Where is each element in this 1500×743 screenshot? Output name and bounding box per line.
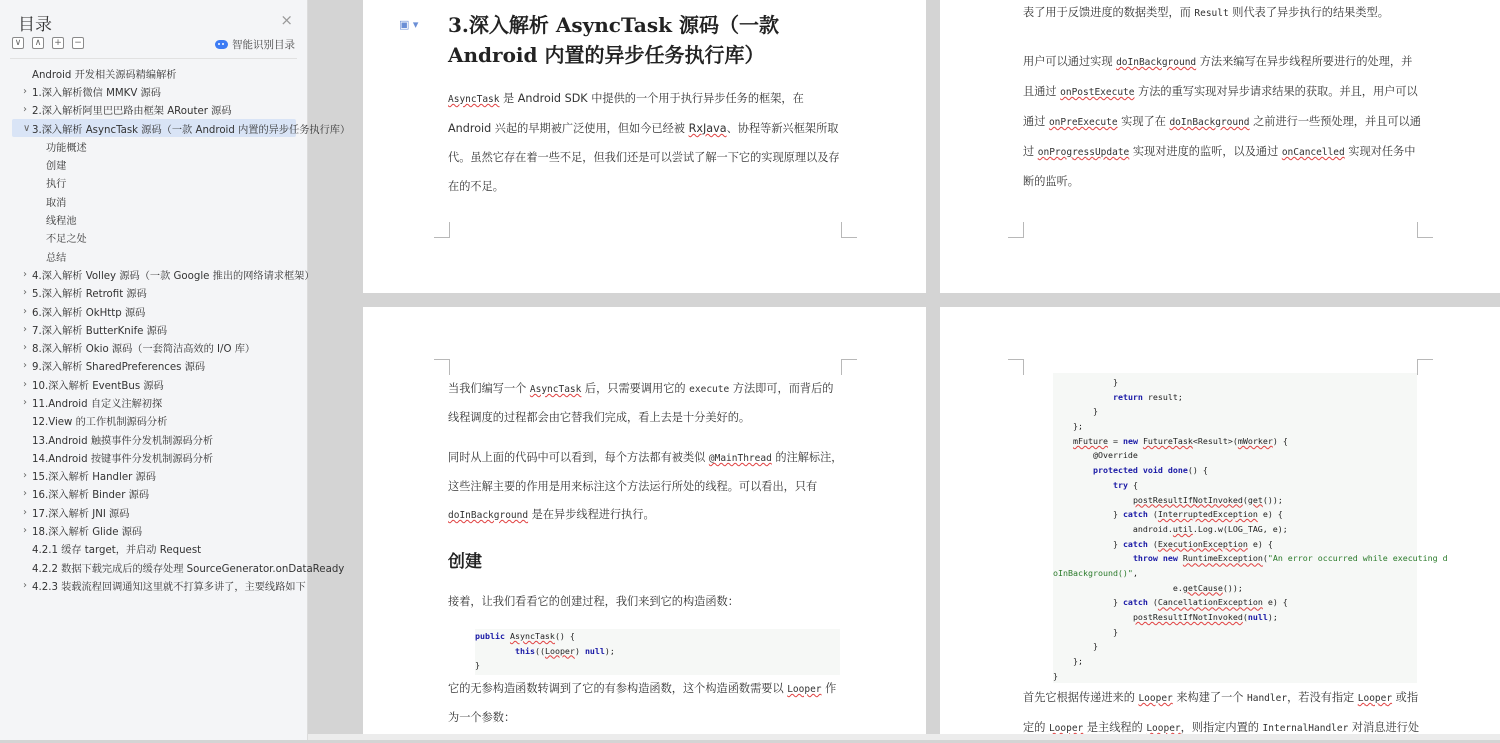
code-line (1053, 610, 1417, 625)
toc-label: 功能概述 (46, 142, 87, 154)
toc-label: 执行 (46, 179, 67, 191)
toc-item[interactable] (12, 375, 296, 393)
toc-item[interactable] (12, 503, 296, 521)
toc-label: 4.2.2 数据下载完成后的缓存处理 SourceGenerator.onDataReady (32, 563, 345, 575)
expand-all-icon[interactable]: ∨ (12, 37, 24, 49)
code-line (1053, 507, 1417, 522)
code-token: AsyncTask (509, 631, 555, 641)
text-run: 是在异步线程进行执行。 (528, 508, 655, 521)
text-run: 实现对任务中断的监听。 (1023, 145, 1416, 188)
toc-item[interactable] (12, 430, 296, 448)
code-token: Result (1194, 8, 1229, 19)
code-token: AsyncTask (529, 384, 582, 395)
code-token (1053, 465, 1093, 475)
code-block (1053, 373, 1448, 683)
code-token: doInBackground (1116, 57, 1197, 68)
remove-entry-icon[interactable]: − (72, 37, 84, 49)
code-token: e) { (1262, 597, 1288, 608)
toc-label: 14.Android 按键事件分发机制源码分析 (32, 453, 214, 465)
toc-label: 总结 (46, 252, 67, 264)
document-page-2 (940, 0, 1500, 293)
code-block (475, 629, 840, 675)
text-run: 对消息进行处 (1348, 721, 1420, 734)
toc-label: 12.View 的工作机制源码分析 (32, 417, 168, 429)
toc-item[interactable] (12, 412, 296, 430)
code-line (1053, 390, 1417, 405)
code-token: catch (1122, 538, 1148, 549)
code-token: } (1053, 597, 1123, 608)
toc-item[interactable] (12, 393, 296, 411)
code-token: oInBackground()" (1053, 567, 1133, 578)
code-token (1053, 553, 1133, 563)
code-token: } (1053, 641, 1098, 652)
code-token: @MainThread (708, 453, 772, 464)
toc-item[interactable] (12, 101, 296, 119)
code-token: AsyncTask (448, 94, 500, 105)
toc-label: 8.深入解析 Okio 源码（一套简洁高效的 I/O 库） (32, 344, 256, 356)
code-token: doInBackground (1169, 117, 1250, 128)
code-token: throw new (1132, 553, 1183, 564)
code-token: Looper (1146, 723, 1181, 734)
code-token: ( (1242, 612, 1248, 622)
code-token: Looper (1138, 693, 1173, 704)
text-run: 、协程等新兴框架所取代。虽然它存在着一些不足，但我们还是可以尝试了解一下它的实现原理以及存在的不足。 (448, 122, 840, 193)
toc-label: 4.2.1 缓存 target，并启动 Request (32, 545, 202, 557)
execute-paragraph (448, 375, 843, 432)
toc-item[interactable] (12, 320, 296, 338)
toc-item[interactable] (12, 119, 351, 137)
smart-toc-button[interactable] (215, 37, 295, 52)
code-line (1053, 551, 1448, 566)
text-run: 实现对进度的监听，以及通过 (1129, 145, 1282, 158)
code-token (1053, 392, 1113, 402)
document-page-1 (363, 0, 926, 293)
chevron-right-icon[interactable]: › (23, 506, 27, 518)
code-line (475, 629, 840, 644)
text-run: ，若没有指定 (1287, 691, 1358, 704)
toc-label: 18.深入解析 Glide 源码 (32, 527, 143, 539)
toc-label: 6.深入解析 OkHttp 源码 (32, 307, 146, 319)
code-token: FutureTask (1142, 435, 1193, 446)
toc-item[interactable] (12, 576, 306, 594)
toc-label: 16.深入解析 Binder 源码 (32, 490, 150, 502)
create-heading: 创建 (448, 552, 482, 572)
code-token: Looper (1357, 693, 1393, 704)
code-token: catch (1122, 509, 1148, 520)
code-token: public (475, 631, 510, 641)
text-run: 的注解标注，这些注解主要的作用是用来标注这个方法运行所处的线程。可以看出，只有 (448, 451, 843, 493)
toc-label: 11.Android 自定义注解初探 (32, 398, 163, 410)
code-line (1053, 434, 1417, 449)
text-run: 方法来编写在异步线程所要进行的处理，并且通过 (1023, 55, 1413, 98)
code-token: } (1053, 377, 1118, 387)
toc-subitem[interactable] (12, 229, 296, 247)
text-run: 或指定的 (1023, 691, 1419, 734)
text-run: 表了用于反馈进度的数据类型，而 (1023, 6, 1195, 19)
code-token: <Result>( (1192, 435, 1238, 446)
chevron-right-icon[interactable]: › (23, 342, 27, 354)
code-token: RuntimeException (1182, 553, 1263, 564)
code-token: } (1053, 538, 1123, 549)
text-run: 方法即可，而背后的线程调度的过程都会由它替我们完成，看上去是十分美好的。 (448, 382, 834, 424)
code-token (1053, 480, 1113, 490)
text-run: 后，只需要调用它的 (581, 382, 690, 395)
code-line (1053, 493, 1417, 508)
page-corner-mark (841, 222, 857, 238)
code-token: onPreExecute (1048, 117, 1118, 128)
code-token (1053, 436, 1073, 446)
toc-label: Android 开发相关源码精编解析 (32, 69, 177, 81)
code-token: "An error occurred while executing d (1267, 553, 1448, 564)
chevron-right-icon[interactable]: › (23, 287, 27, 299)
code-token: Looper (544, 645, 575, 656)
code-token (1053, 495, 1133, 505)
code-token: ( (1147, 509, 1158, 520)
toc-sidebar (0, 0, 351, 740)
text-run: 来构建了一个 (1172, 691, 1248, 704)
sidebar-title: 目录 (18, 15, 52, 35)
code-token: .Log.w(LOG_TAG, e); (1192, 523, 1288, 534)
code-token: ( (1242, 494, 1248, 505)
chevron-right-icon[interactable]: › (23, 396, 27, 408)
page-corner-mark (841, 359, 857, 375)
text-run: 同时从上面的代码中可以看到，每个方法都有被类似 (448, 451, 709, 464)
code-line (1053, 419, 1417, 434)
document-page-4 (940, 307, 1500, 740)
code-token: postResultIfNotInvoked (1132, 494, 1243, 505)
code-token: ); (1267, 612, 1278, 622)
code-token: catch (1122, 597, 1148, 608)
code-token: android. (1053, 523, 1173, 534)
toc-item[interactable] (12, 467, 296, 485)
page-corner-mark (434, 359, 450, 375)
code-token: InternalHandler (1262, 723, 1349, 734)
code-token: e) { (1257, 509, 1283, 520)
page-corner-mark (1417, 359, 1433, 375)
chevron-right-icon[interactable]: › (23, 360, 27, 372)
code-token: e. (1053, 582, 1183, 593)
page-corner-mark (1417, 222, 1433, 238)
toc-subitem[interactable] (12, 174, 296, 192)
toc-subitem[interactable] (12, 210, 296, 228)
code-token: ) { (1272, 435, 1288, 446)
code-token: protected void (1092, 465, 1168, 476)
code-line (1053, 537, 1417, 552)
code-token: util (1172, 523, 1193, 534)
code-token: getCause (1182, 582, 1223, 593)
code-line (475, 644, 840, 659)
text-run: 它的无参构造函数转调到了它的有参构造函数，这个构造函数需要以 (448, 682, 788, 695)
code-line (1053, 639, 1417, 654)
code-token: () { (554, 631, 575, 641)
code-token: Looper (787, 684, 822, 695)
toc-label: 线程池 (46, 216, 77, 228)
toc-subitem[interactable] (12, 137, 296, 155)
toc-item[interactable] (12, 357, 296, 375)
code-token: () { (1187, 465, 1208, 476)
constructor-intro: 接着，让我们看看它的创建过程，我们来到它的构造函数： (448, 595, 739, 608)
code-token: this (514, 645, 535, 656)
constructor-paragraph (448, 675, 843, 732)
code-token (475, 646, 515, 656)
horizontal-scrollbar[interactable] (308, 734, 1500, 740)
code-token: }; (1053, 421, 1083, 432)
code-token: }; (1053, 656, 1083, 667)
code-token: ()); (1222, 582, 1243, 593)
toc-label: 2.深入解析阿里巴巴路由框架 ARouter 源码 (32, 106, 232, 118)
document-page-3 (363, 307, 926, 740)
code-line (475, 658, 840, 673)
toc-label: 15.深入解析 Handler 源码 (32, 472, 156, 484)
toc-item[interactable] (12, 338, 296, 356)
text-run: 当我们编写一个 (448, 382, 530, 395)
code-line (1053, 448, 1417, 463)
code-token: } (475, 660, 480, 671)
toc-label: 取消 (46, 197, 67, 209)
code-token: InterruptedException (1157, 509, 1258, 520)
chevron-down-icon[interactable]: ∨ (23, 122, 31, 134)
toc-item[interactable] (12, 302, 296, 320)
intro-paragraph (448, 84, 843, 201)
chevron-right-icon[interactable]: › (23, 85, 27, 97)
toc-item[interactable] (12, 265, 315, 283)
toc-item[interactable] (12, 448, 296, 466)
toc-item[interactable] (12, 521, 296, 539)
code-token: CancellationException (1157, 597, 1263, 608)
code-token: } (1053, 509, 1123, 520)
toc-subitem[interactable] (12, 192, 296, 210)
chevron-right-icon[interactable]: › (23, 305, 27, 317)
code-token: = (1107, 435, 1123, 446)
chevron-right-icon[interactable]: › (23, 268, 27, 280)
code-token: { (1127, 479, 1138, 490)
code-line (1053, 375, 1417, 390)
page-corner-mark (434, 222, 450, 238)
chevron-right-icon[interactable]: › (23, 104, 27, 116)
page-corner-mark (1008, 359, 1024, 375)
toc-label: 13.Android 触摸事件分发机制源码分析 (32, 435, 214, 447)
code-token: new (1122, 435, 1143, 446)
document-icon[interactable]: ▣ ▾ (399, 18, 419, 31)
code-token: ExecutionException (1157, 538, 1248, 549)
chevron-right-icon[interactable]: › (23, 488, 27, 500)
code-token: ) (574, 645, 585, 656)
close-icon[interactable]: × (280, 11, 293, 29)
text-run: 则代表了异步执行的结果类型。 (1228, 6, 1389, 19)
text-run: 是 Android SDK 中提供的一个用于执行异步任务的框架，在 Android 兴起的早期被广泛使用，但如今已经被 (448, 92, 804, 135)
smart-toc-label: 智能识别目录 (232, 39, 295, 51)
text-run: RxJava (688, 122, 727, 135)
code-line (1053, 625, 1417, 640)
toc-label: 5.深入解析 Retrofit 源码 (32, 289, 147, 301)
code-token: ); (604, 645, 615, 656)
code-token: onProgressUpdate (1037, 147, 1130, 158)
chevron-right-icon[interactable]: › (23, 525, 27, 537)
code-token: Looper (1048, 723, 1084, 734)
code-token: done (1167, 465, 1188, 476)
code-token: ( (1262, 553, 1268, 564)
chevron-right-icon[interactable]: › (23, 470, 27, 482)
code-line (1053, 654, 1417, 669)
toc-label: 10.深入解析 EventBus 源码 (32, 380, 164, 392)
chevron-right-icon[interactable]: › (23, 579, 27, 591)
code-token: postResultIfNotInvoked (1132, 612, 1243, 622)
annotation-paragraph (448, 444, 843, 530)
text-run: 是主线程的 (1083, 721, 1147, 734)
code-line (1053, 566, 1417, 581)
code-token: ()); (1262, 494, 1283, 505)
toc-label: 7.深入解析 ButterKnife 源码 (32, 325, 168, 337)
toc-toolbar (12, 37, 84, 49)
code-token (1053, 612, 1133, 622)
code-line (1053, 595, 1417, 610)
code-line (1053, 522, 1417, 537)
code-token: result; (1142, 391, 1183, 402)
text-run: 方法的重写实现对异步请求结果的获取。并且，用户可以通过 (1023, 85, 1418, 128)
code-token: Handler (1247, 693, 1288, 704)
text-run: 作为一个参数： (448, 682, 837, 724)
toc-label: 9.深入解析 SharedPreferences 源码 (32, 362, 206, 374)
code-token: try (1112, 479, 1128, 490)
code-token: @Override (1053, 450, 1138, 461)
code-token: e) { (1247, 538, 1273, 549)
toc-subitem[interactable] (12, 247, 296, 265)
code-line (1053, 478, 1417, 493)
code-token: } (1053, 626, 1118, 637)
paragraph-continued (1023, 0, 1423, 28)
code-token: mFuture (1072, 435, 1108, 446)
code-line (1053, 463, 1417, 478)
code-token: onPostExecute (1060, 87, 1135, 98)
code-token: } (1053, 406, 1098, 417)
code-line (1053, 404, 1417, 419)
text-run: 用户可以通过实现 (1023, 55, 1117, 68)
text-run: 首先它根据传递进来的 (1023, 691, 1139, 704)
toc-item[interactable] (12, 64, 296, 82)
toc-subitem[interactable] (12, 155, 296, 173)
toc-item[interactable] (12, 485, 296, 503)
code-token: ( (1147, 538, 1158, 549)
text-run: 实现了在 (1117, 115, 1170, 128)
toc-label: 4.2.3 装载流程回调通知这里就不打算多讲了，主要线路如下 (32, 581, 306, 593)
divider (10, 58, 297, 59)
add-entry-icon[interactable]: + (52, 37, 64, 49)
chevron-right-icon[interactable]: › (23, 323, 27, 335)
toc-label: 1.深入解析微信 MMKV 源码 (32, 87, 161, 99)
chevron-right-icon[interactable]: › (23, 378, 27, 390)
toc-list (12, 64, 351, 595)
code-token: null (1247, 612, 1268, 622)
toc-label: 不足之处 (46, 234, 87, 246)
callbacks-paragraph (1023, 47, 1423, 196)
toc-label: 17.深入解析 JNI 源码 (32, 508, 130, 520)
ai-icon (215, 40, 228, 49)
section-heading: 3.深入解析 AsyncTask 源码（一款 Android 内置的异步任务执行库） (448, 13, 779, 67)
code-token: (( (534, 645, 545, 656)
code-token: execute (689, 384, 730, 395)
toc-item[interactable] (12, 82, 296, 100)
code-token: , (1132, 567, 1138, 578)
code-line (1053, 581, 1417, 596)
code-token: ( (1147, 597, 1158, 608)
text-run: ，则指定内置的 (1180, 721, 1263, 734)
toc-label: 4.深入解析 Volley 源码（一款 Google 推出的网络请求框架） (32, 270, 315, 282)
text-run: 之前进行一些预处理，并且可以通过 (1023, 115, 1421, 158)
toc-item[interactable] (12, 540, 296, 558)
page-corner-mark (1008, 222, 1024, 238)
code-token: mWorker (1237, 435, 1273, 446)
toc-label: 创建 (46, 161, 67, 173)
code-line (1053, 669, 1417, 684)
code-token: doInBackground (448, 510, 529, 521)
code-token: return (1112, 391, 1143, 402)
toc-item[interactable] (12, 284, 296, 302)
toc-item[interactable] (12, 558, 345, 576)
code-token: get (1247, 494, 1263, 505)
toc-label: 3.深入解析 AsyncTask 源码（一款 Android 内置的异步任务执行库） (32, 124, 351, 136)
collapse-all-icon[interactable]: ∧ (32, 37, 44, 49)
code-token: onCancelled (1281, 147, 1345, 158)
code-token: } (1053, 670, 1058, 681)
code-token: null (584, 645, 605, 656)
